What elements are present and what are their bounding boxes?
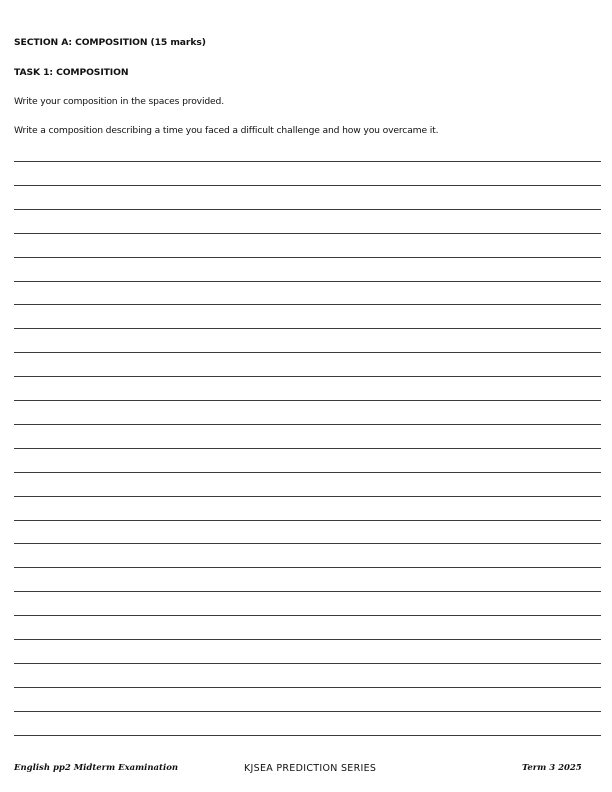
answer-line xyxy=(14,376,601,377)
answer-line xyxy=(14,591,601,592)
answer-line xyxy=(14,257,601,258)
section-title: SECTION A: COMPOSITION (15 marks) xyxy=(14,37,206,48)
footer-center: KJSEA PREDICTION SERIES xyxy=(244,763,377,774)
answer-line xyxy=(14,281,601,282)
answer-line xyxy=(14,687,601,688)
answer-line xyxy=(14,567,601,568)
answer-line xyxy=(14,328,601,329)
answer-line xyxy=(14,615,601,616)
answer-line xyxy=(14,233,601,234)
answer-line xyxy=(14,520,601,521)
answer-line xyxy=(14,472,601,473)
answer-line xyxy=(14,161,601,162)
answer-line xyxy=(14,448,601,449)
answer-line xyxy=(14,639,601,640)
answer-line xyxy=(14,735,601,736)
instruction-spaces: Write your composition in the spaces provided. xyxy=(14,96,224,107)
answer-line xyxy=(14,496,601,497)
answer-line xyxy=(14,424,601,425)
instruction-prompt: Write a composition describing a time you faced a difficult challenge and how you overcame it. xyxy=(14,125,439,136)
answer-line xyxy=(14,304,601,305)
footer-left: English pp2 Midterm Examination xyxy=(14,763,179,773)
answer-line xyxy=(14,543,601,544)
answer-line xyxy=(14,209,601,210)
answer-lines xyxy=(14,0,601,792)
answer-line xyxy=(14,185,601,186)
footer-right: Term 3 2025 xyxy=(522,763,582,773)
answer-line xyxy=(14,400,601,401)
answer-line xyxy=(14,711,601,712)
task-title: TASK 1: COMPOSITION xyxy=(14,67,129,78)
answer-line xyxy=(14,663,601,664)
answer-line xyxy=(14,352,601,353)
